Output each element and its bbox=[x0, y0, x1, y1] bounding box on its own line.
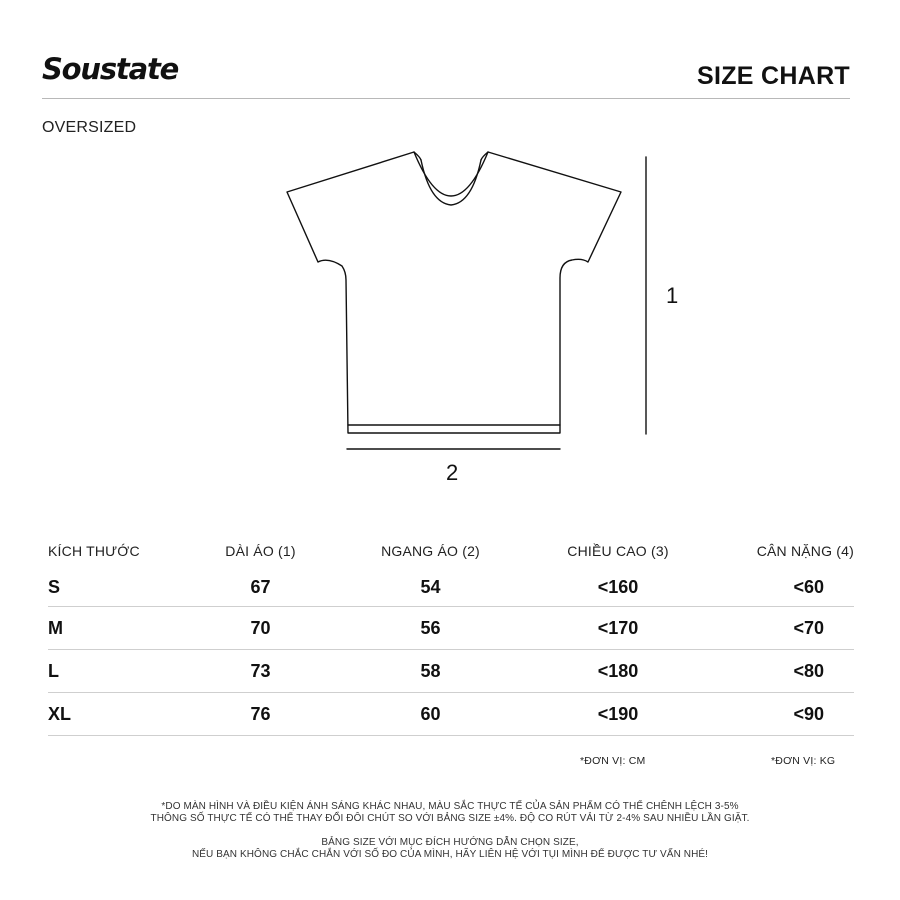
fit-label: OVERSIZED bbox=[42, 119, 137, 136]
disclaimer-line-1: *DO MÀN HÌNH VÀ ĐIỀU KIỆN ÁNH SÁNG KHÁC NHAU, MÀU SẮC THỰC TẾ CỦA SẢN PHẨM CÓ THỂ CHÊNH LỆCH 3-5% bbox=[161, 801, 739, 812]
guide-line-2: NẾU BẠN KHÔNG CHẮC CHẮN VỚI SỐ ĐO CỦA MÌNH, HÃY LIÊN HỆ VỚI TỤI MÌNH ĐỂ ĐƯỢC TƯ VẤN NHÉ! bbox=[191, 849, 709, 860]
brand-logo: Soustate bbox=[42, 52, 179, 86]
table-cell: S bbox=[48, 568, 198, 607]
dimension-1-label: 1 bbox=[666, 283, 679, 308]
unit-note-cm: *ĐƠN VỊ: CM bbox=[580, 755, 646, 767]
table-cell: 54 bbox=[323, 568, 538, 607]
table-cell: 60 bbox=[323, 693, 538, 736]
table-cell: <60 bbox=[698, 568, 854, 607]
table-cell: <90 bbox=[698, 693, 854, 736]
column-header: DÀI ÁO (1) bbox=[225, 543, 296, 559]
table-row bbox=[48, 568, 854, 607]
size-table-container bbox=[48, 534, 854, 736]
table-cell: 67 bbox=[198, 568, 323, 607]
table-row bbox=[48, 650, 854, 693]
table-cell: <190 bbox=[538, 693, 698, 736]
table-cell: M bbox=[48, 607, 198, 650]
table-cell: 58 bbox=[323, 650, 538, 693]
guide-line-1: BẢNG SIZE VỚI MỤC ĐÍCH HƯỚNG DẪN CHỌN SIZE, bbox=[321, 837, 579, 848]
table-cell: <170 bbox=[538, 607, 698, 650]
table-row bbox=[48, 693, 854, 736]
column-header: KÍCH THƯỚC bbox=[48, 543, 140, 559]
column-header: CÂN NẶNG (4) bbox=[756, 543, 854, 559]
size-table bbox=[48, 534, 854, 736]
table-cell: 70 bbox=[198, 607, 323, 650]
table-cell: 73 bbox=[198, 650, 323, 693]
table-cell: <70 bbox=[698, 607, 854, 650]
dimension-2-label: 2 bbox=[446, 460, 459, 485]
table-cell: 76 bbox=[198, 693, 323, 736]
table-cell: XL bbox=[48, 693, 198, 736]
tshirt-outline bbox=[287, 152, 621, 433]
column-header: CHIỀU CAO (3) bbox=[567, 543, 669, 559]
unit-note-kg: *ĐƠN VỊ: KG bbox=[771, 755, 836, 767]
table-row bbox=[48, 607, 854, 650]
table-cell: L bbox=[48, 650, 198, 693]
disclaimer-line-2: THÔNG SỐ THỰC TẾ CÓ THỂ THAY ĐỔI ĐÔI CHÚT SO VỚI BẢNG SIZE ±4%. ĐỘ CO RÚT VẢI TỪ 2-4% SAU NHIỀU LẦN GIẶT. bbox=[150, 813, 750, 824]
table-header-row bbox=[48, 534, 854, 568]
table-cell: <180 bbox=[538, 650, 698, 693]
page-title: SIZE CHART bbox=[697, 62, 850, 90]
table-cell: 56 bbox=[323, 607, 538, 650]
table-cell: <80 bbox=[698, 650, 854, 693]
column-header: NGANG ÁO (2) bbox=[381, 543, 480, 559]
table-cell: <160 bbox=[538, 568, 698, 607]
